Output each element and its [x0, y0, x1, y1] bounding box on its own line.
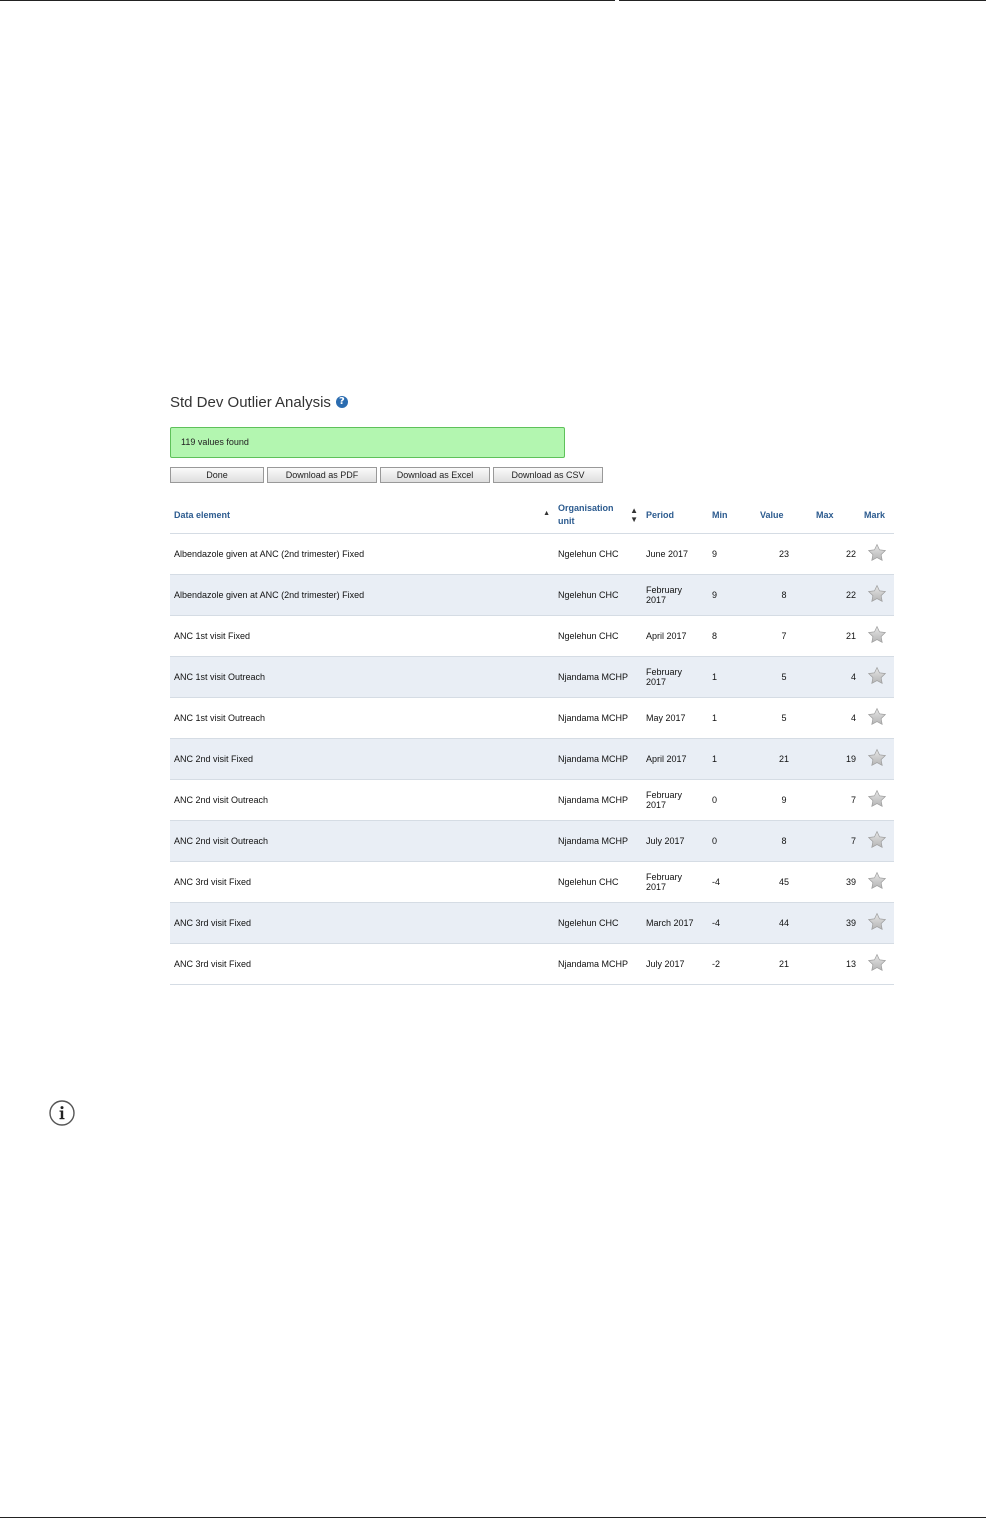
outlier-analysis-panel: [170, 388, 894, 985]
cell-value: 44: [756, 903, 812, 944]
table-row: [170, 575, 894, 616]
table-row: [170, 534, 894, 575]
cell-value: 21: [756, 739, 812, 780]
cell-value: 8: [756, 575, 812, 616]
header-period[interactable]: Period: [642, 497, 708, 534]
table-row: [170, 698, 894, 739]
header-value[interactable]: Value: [756, 497, 812, 534]
cell-mark: [860, 862, 894, 903]
star-icon[interactable]: [867, 678, 887, 688]
cell-period-line1: February: [646, 667, 683, 677]
cell-period-line1: May 2017: [646, 713, 686, 723]
cell-period-line2: 2017: [646, 882, 667, 892]
cell-max: 4: [812, 698, 860, 739]
cell-max: 21: [812, 616, 860, 657]
cell-value: 23: [756, 534, 812, 575]
cell-value: 5: [756, 657, 812, 698]
star-icon[interactable]: [867, 760, 887, 770]
cell-organisation-unit: Njandama MCHP: [554, 698, 642, 739]
star-icon[interactable]: [867, 596, 887, 606]
cell-max: 13: [812, 944, 860, 985]
star-icon[interactable]: [867, 965, 887, 975]
cell-min: -4: [708, 862, 756, 903]
download-csv-button[interactable]: Download as CSV: [493, 467, 603, 483]
cell-data-element: ANC 2nd visit Fixed: [170, 739, 554, 780]
cell-max: 7: [812, 780, 860, 821]
cell-value: 8: [756, 821, 812, 862]
star-icon[interactable]: [867, 555, 887, 565]
info-icon: [49, 1100, 75, 1126]
cell-min: -2: [708, 944, 756, 985]
cell-min: 9: [708, 534, 756, 575]
table-row: [170, 657, 894, 698]
table-header-row: [170, 497, 894, 534]
cell-min: -4: [708, 903, 756, 944]
cell-period: [642, 534, 708, 575]
header-data-element-label: Data element: [174, 510, 231, 520]
cell-period: [642, 944, 708, 985]
cell-mark: [860, 534, 894, 575]
cell-mark: [860, 739, 894, 780]
cell-mark: [860, 780, 894, 821]
star-icon[interactable]: [867, 842, 887, 852]
cell-mark: [860, 698, 894, 739]
cell-mark: [860, 616, 894, 657]
cell-mark: [860, 903, 894, 944]
cell-organisation-unit: Ngelehun CHC: [554, 575, 642, 616]
header-organisation-unit[interactable]: [554, 497, 642, 534]
header-org-label-line2: unit: [558, 516, 575, 526]
cell-min: 1: [708, 657, 756, 698]
cell-min: 9: [708, 575, 756, 616]
star-icon[interactable]: [867, 637, 887, 647]
cell-mark: [860, 657, 894, 698]
cell-period-line2: 2017: [646, 800, 667, 810]
cell-value: 9: [756, 780, 812, 821]
cell-max: 39: [812, 862, 860, 903]
page-title: Std Dev Outlier Analysis: [170, 393, 331, 411]
cell-max: 22: [812, 575, 860, 616]
cell-period: [642, 821, 708, 862]
table-row: [170, 739, 894, 780]
table-row: [170, 862, 894, 903]
cell-min: 0: [708, 821, 756, 862]
cell-organisation-unit: Njandama MCHP: [554, 944, 642, 985]
done-button[interactable]: Done: [170, 467, 264, 483]
page-bottom-rule: [0, 1517, 986, 1518]
cell-min: 1: [708, 739, 756, 780]
header-mark: Mark: [860, 497, 894, 534]
cell-mark: [860, 944, 894, 985]
cell-period-line1: February: [646, 585, 683, 595]
cell-period-line1: June 2017: [646, 549, 689, 559]
sort-both-icon: ▲ ▼: [630, 506, 638, 524]
table-row: [170, 821, 894, 862]
header-max[interactable]: Max: [812, 497, 860, 534]
cell-period-line2: 2017: [646, 595, 667, 605]
header-min[interactable]: Min: [708, 497, 756, 534]
header-org-label: [558, 502, 614, 528]
star-icon[interactable]: [867, 719, 887, 729]
cell-max: 4: [812, 657, 860, 698]
cell-period: [642, 616, 708, 657]
cell-period: [642, 575, 708, 616]
cell-period-line1: July 2017: [646, 836, 685, 846]
table-row: [170, 903, 894, 944]
star-icon[interactable]: [867, 801, 887, 811]
cell-value: 21: [756, 944, 812, 985]
cell-min: 0: [708, 780, 756, 821]
cell-organisation-unit: Ngelehun CHC: [554, 862, 642, 903]
cell-data-element: Albendazole given at ANC (2nd trimester) Fixed: [170, 575, 554, 616]
cell-data-element: ANC 1st visit Fixed: [170, 616, 554, 657]
title-row: [170, 388, 894, 416]
cell-period: [642, 862, 708, 903]
cell-data-element: ANC 3rd visit Fixed: [170, 944, 554, 985]
cell-period-line1: February: [646, 872, 683, 882]
cell-period: [642, 739, 708, 780]
cell-organisation-unit: Ngelehun CHC: [554, 534, 642, 575]
cell-value: 7: [756, 616, 812, 657]
cell-value: 5: [756, 698, 812, 739]
result-message: 119 values found: [170, 427, 565, 458]
table-row: [170, 780, 894, 821]
cell-organisation-unit: Njandama MCHP: [554, 780, 642, 821]
cell-max: 7: [812, 821, 860, 862]
cell-min: 8: [708, 616, 756, 657]
cell-organisation-unit: Njandama MCHP: [554, 821, 642, 862]
cell-organisation-unit: Njandama MCHP: [554, 739, 642, 780]
cell-value: 45: [756, 862, 812, 903]
cell-min: 1: [708, 698, 756, 739]
cell-max: 22: [812, 534, 860, 575]
star-icon[interactable]: [867, 883, 887, 893]
sort-ascending-icon: ▲: [543, 510, 550, 517]
cell-period-line2: 2017: [646, 677, 667, 687]
page-top-rule-right: [619, 0, 986, 1]
question-circle-icon[interactable]: ?: [336, 396, 348, 408]
cell-period: [642, 698, 708, 739]
cell-organisation-unit: Njandama MCHP: [554, 657, 642, 698]
cell-period-line1: April 2017: [646, 631, 687, 641]
page-top-rule-left: [0, 0, 615, 1]
star-icon[interactable]: [867, 924, 887, 934]
cell-period-line1: March 2017: [646, 918, 694, 928]
cell-period: [642, 903, 708, 944]
download-pdf-button[interactable]: Download as PDF: [267, 467, 377, 483]
cell-data-element: ANC 2nd visit Outreach: [170, 780, 554, 821]
cell-period: [642, 657, 708, 698]
header-data-element[interactable]: [170, 497, 554, 534]
outlier-table: [170, 497, 894, 985]
cell-period-line1: February: [646, 790, 683, 800]
cell-period: [642, 780, 708, 821]
cell-organisation-unit: Ngelehun CHC: [554, 616, 642, 657]
cell-data-element: ANC 3rd visit Fixed: [170, 862, 554, 903]
cell-organisation-unit: Ngelehun CHC: [554, 903, 642, 944]
table-row: [170, 944, 894, 985]
cell-mark: [860, 575, 894, 616]
cell-data-element: ANC 1st visit Outreach: [170, 698, 554, 739]
cell-max: 39: [812, 903, 860, 944]
button-row: [170, 467, 894, 483]
cell-data-element: Albendazole given at ANC (2nd trimester) Fixed: [170, 534, 554, 575]
table-row: [170, 616, 894, 657]
cell-mark: [860, 821, 894, 862]
cell-data-element: ANC 3rd visit Fixed: [170, 903, 554, 944]
cell-period-line1: April 2017: [646, 754, 687, 764]
cell-max: 19: [812, 739, 860, 780]
cell-period-line1: July 2017: [646, 959, 685, 969]
download-excel-button[interactable]: Download as Excel: [380, 467, 490, 483]
header-org-label-line1: Organisation: [558, 503, 614, 513]
cell-data-element: ANC 2nd visit Outreach: [170, 821, 554, 862]
cell-data-element: ANC 1st visit Outreach: [170, 657, 554, 698]
table-body: [170, 534, 894, 985]
